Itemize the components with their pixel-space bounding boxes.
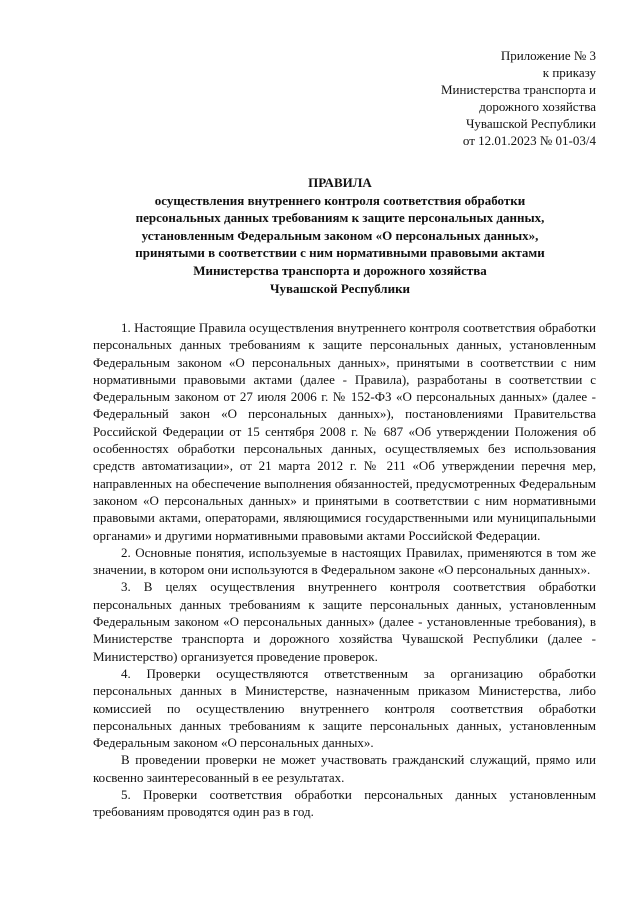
title-line: осуществления внутреннего контроля соответствия обработки [154,192,526,208]
document-body [93,319,596,821]
title-line: Министерства транспорта и дорожного хозяйства [193,262,487,278]
paragraph-3: 3. В целях осуществления внутреннего контроля соответствия обработки персональных данных требованиям к защите персональных данных, установленным Федеральным законом «О персональных данных» (далее - установленные требования), в Министерстве транспорта и дорожного хозяйства Чувашской Республики (далее - Министерство) организуется проведение проверок. [93,579,596,664]
title-line: персональных данных требованиям к защите персональных данных, [135,210,545,226]
appendix-line: Приложение № 3 [500,48,596,63]
title-line: Чувашской Республики [269,280,411,296]
paragraph-4-note: В проведении проверки не может участвовать гражданский служащий, прямо или косвенно заинтересованный в ее результатах. [93,752,596,785]
title-line: установленным Федеральным законом «О персональных данных», [141,227,539,243]
appendix-line: дорожного хозяйства [479,99,596,114]
appendix-line: Министерства транспорта и [440,82,596,97]
title-line: принятыми в соответствии с ним нормативными правовыми актами [135,245,545,261]
document-title [90,174,590,297]
appendix-header [336,47,596,149]
paragraph-4: 4. Проверки осуществляются ответственным за организацию обработки персональных данных в Министерстве, назначенным приказом Министерства, либо комиссией по осуществлению внутреннего контроля соответствия обработки персональных данных требованиям к защите персональных данных, установленным Федеральным законом «О персональных данных». [93,665,596,751]
appendix-line: Чувашской Республики [465,116,596,131]
appendix-line: от 12.01.2023 № 01-03/4 [462,133,596,148]
paragraph-2: 2. Основные понятия, используемые в настоящих Правилах, применяются в том же значении, в котором они используются в Федеральном законе «О персональных данных». [93,544,596,578]
paragraph-5: 5. Проверки соответствия обработки персональных данных установленным требованиям проводятся один раз в год. [93,787,596,820]
paragraph-1: 1. Настоящие Правила осуществления внутреннего контроля соответствия обработки персональных данных требованиям к защите персональных данных, установленным Федеральным законом «О персональных данных», принятыми в соответствии с ним нормативными правовыми актами (далее - Правила), разработаны в соответствии с Федеральным законом от 27 июля 2006 г. № 152-ФЗ «О персональных данных» (далее - Федеральный закон «О персональных данных»), постановлениями Правительства Российской Федерации от 15 сентября 2008 г. № 687 «Об утверждении Положения об особенностях обработки персональных данных, осуществляемых без использования средств автоматизации», от 21 марта 2012 г. № 211 «Об утверждении перечня мер, направленных на обеспечение выполнения обязанностей, предусмотренных Федеральным законом «О персональных данных» и принятыми в соответствии с ним нормативными правовыми актами, операторами, являющимися государственными или муниципальными органами» и другими нормативными правовыми актами Российской Федерации. [93,320,596,543]
appendix-line: к приказу [542,65,596,80]
title-heading: ПРАВИЛА [308,175,372,190]
